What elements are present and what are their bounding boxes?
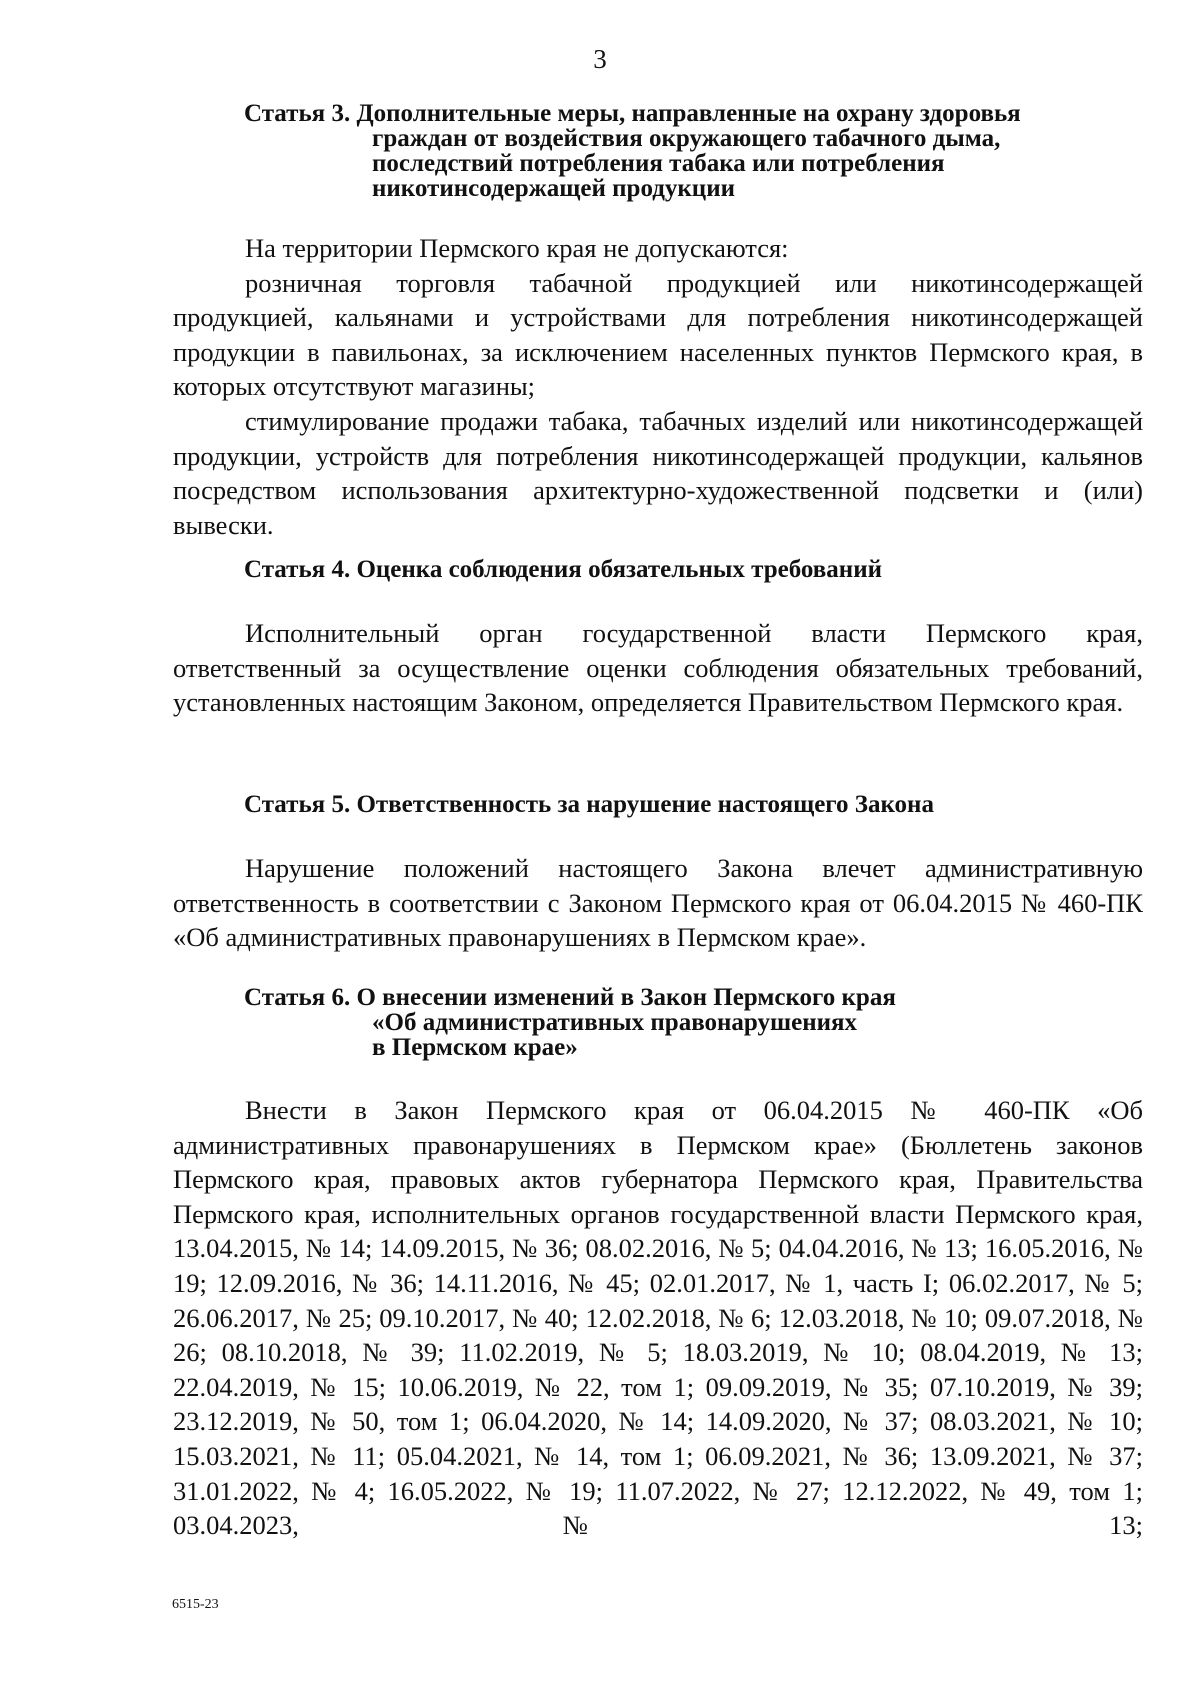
- page-number: 3: [593, 44, 607, 74]
- heading-line: Статья 4. Оценка соблюдения обязательных требований: [244, 556, 883, 583]
- article-5-heading: [244, 792, 1144, 817]
- article-5-body: [173, 851, 1143, 955]
- heading-line: Статья 5. Ответственность за нарушение настоящего Закона: [244, 791, 934, 818]
- article-3-heading: [244, 101, 1144, 201]
- paragraph: На территории Пермского края не допускаются:: [245, 233, 789, 263]
- article-4-heading: [244, 557, 1144, 582]
- paragraph: Внести в Закон Пермского края от 06.04.2015 № 460-ПК «Об административных правонарушениях в Пермском крае» (Бюллетень законов Пермского края, правовых актов губернатора Пермского края, Правительства Пермского края, исполнительных органов государственной власти Пермского края, 13.04.2015, № 14; 14.09.2015, № 36; 08.02.2016, № 5; 04.04.2016, № 13; 16.05.2016, № 19; 12.09.2016, № 36; 14.11.2016, № 45; 02.01.2017, № 1, часть I; 06.02.2017, № 5; 26.06.2017, № 25; 09.10.2017, № 40; 12.02.2018, № 6; 12.03.2018, № 10; 09.07.2018, № 26; 08.10.2018, № 39; 11.02.2019, № 5; 18.03.2019, № 10; 08.04.2019, № 13; 22.04.2019, № 15; 10.06.2019, № 22, том 1; 09.09.2019, № 35; 07.10.2019, № 39; 23.12.2019, № 50, том 1; 06.04.2020, № 14; 14.09.2020, № 37; 08.03.2021, № 10; 15.03.2021, № 11; 05.04.2021, № 14, том 1; 06.09.2021, № 36; 13.09.2021, № 37; 31.01.2022, № 4; 16.05.2022, № 19; 11.07.2022, № 27; 12.12.2022, № 49, том 1; 03.04.2023, № 13;: [173, 1095, 1143, 1541]
- heading-line: последствий потребления табака или потребления: [372, 150, 945, 177]
- heading-line: Статья 3. Дополнительные меры, направленные на охрану здоровья: [244, 100, 1021, 127]
- paragraph: стимулирование продажи табака, табачных изделий или никотинсодержащей продукции, устройств для потребления никотинсодержащей продукции, кальянов посредством использования архитектурно-художественной подсветки и (или) вывески.: [173, 405, 1143, 540]
- article-6-heading: [244, 985, 1144, 1060]
- heading-line: никотинсодержащей продукции: [372, 175, 736, 202]
- article-4-body: [173, 616, 1143, 720]
- paragraph: Нарушение положений настоящего Закона влечет административную ответственность в соответствии с Законом Пермского края от 06.04.2015 № 460-ПК «Об административных правонарушениях в Пермском крае».: [173, 853, 1143, 953]
- heading-line: граждан от воздействия окружающего табачного дыма,: [372, 125, 1001, 152]
- article-3-body: [173, 231, 1143, 542]
- heading-line: в Пермском крае»: [372, 1034, 578, 1061]
- article-6-body: [173, 1093, 1143, 1543]
- heading-line: «Об административных правонарушениях: [372, 1009, 858, 1036]
- paragraph: розничная торговля табачной продукцией или никотинсодержащей продукцией, кальянами и устройствами для потребления никотинсодержащей продукции в павильонах, за исключением населенных пунктов Пермского края, в которых отсутствуют магазины;: [173, 267, 1143, 402]
- document-code: 6515-23: [172, 1597, 219, 1612]
- heading-line: Статья 6. О внесении изменений в Закон Пермского края: [244, 984, 896, 1011]
- paragraph: Исполнительный орган государственной власти Пермского края, ответственный за осуществление оценки соблюдения обязательных требований, установленных настоящим Законом, определяется Правительством Пермского края.: [173, 618, 1143, 718]
